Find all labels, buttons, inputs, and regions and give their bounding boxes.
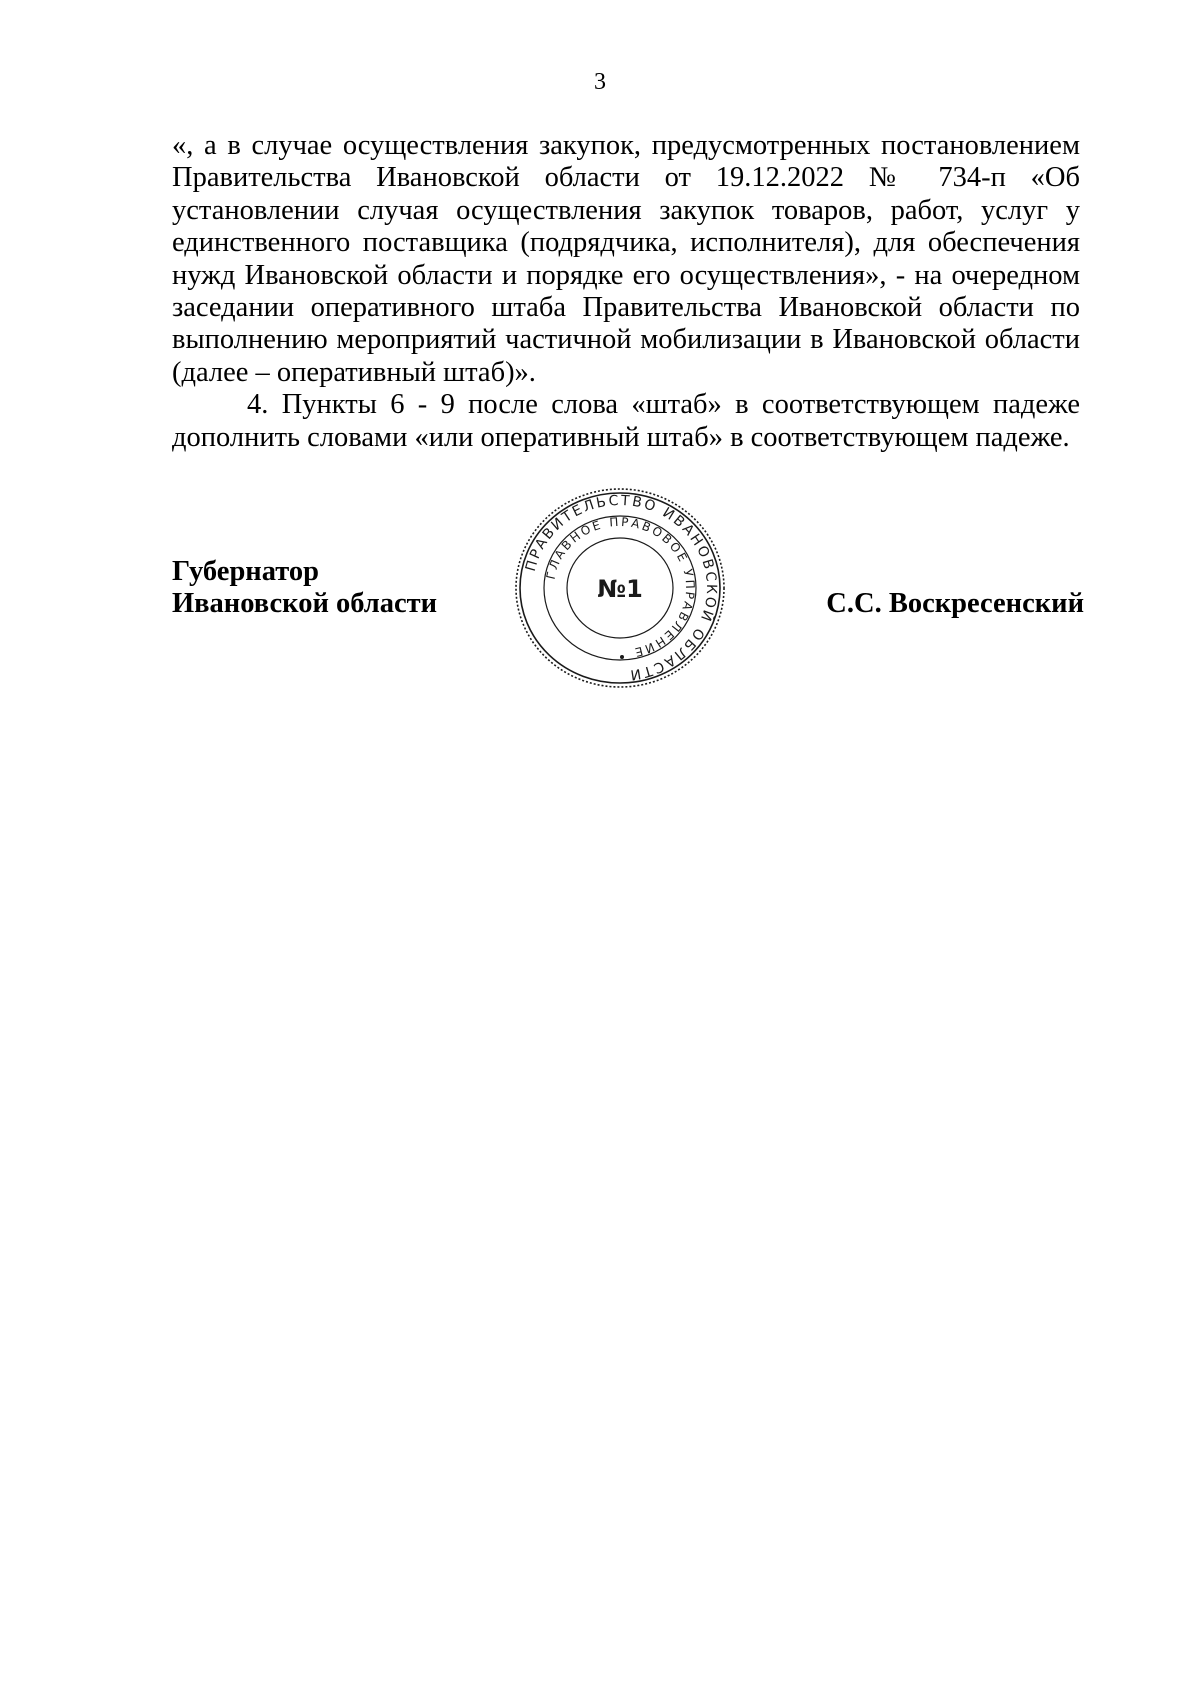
seal-graphic <box>510 485 730 691</box>
signatory-title <box>172 556 437 620</box>
paragraph-item-4: 4. Пункты 6 - 9 после слова «штаб» в соответствующем падеже дополнить словами «или оперативный штаб» в соответствующем падеже. <box>172 389 1080 453</box>
document-body <box>172 130 1080 454</box>
seal-center-number: №1 <box>597 575 643 603</box>
signatory-name: С.С. Воскресенский <box>826 588 1084 619</box>
paragraph-amendment-text: «, а в случае осуществления закупок, предусмотренных постановлением Правительства Ивановской области от 19.12.2022 № 734-п «Об установлении случая осуществления закупок товаров, работ, услуг у единственного поставщика (подрядчика, исполнителя), для обеспечения нужд Ивановской области и порядке его осуществления», - на очередном заседании оперативного штаба Правительства Ивановской области по выполнению мероприятий частичной мобилизации в Ивановской области (далее – оперативный штаб)». <box>172 130 1080 388</box>
signatory-title-line2: Ивановской области <box>172 588 438 619</box>
seal-outer-text: ПРАВИТЕЛЬСТВО ИВАНОВСКОЙ ОБЛАСТИ <box>522 492 720 683</box>
seal-inner-text: ГЛАВНОЕ ПРАВОВОЕ УПРАВЛЕНИЕ <box>543 514 698 660</box>
page-number: 3 <box>594 69 606 95</box>
signatory-title-line1: Губернатор <box>172 556 319 587</box>
official-seal <box>510 485 730 691</box>
